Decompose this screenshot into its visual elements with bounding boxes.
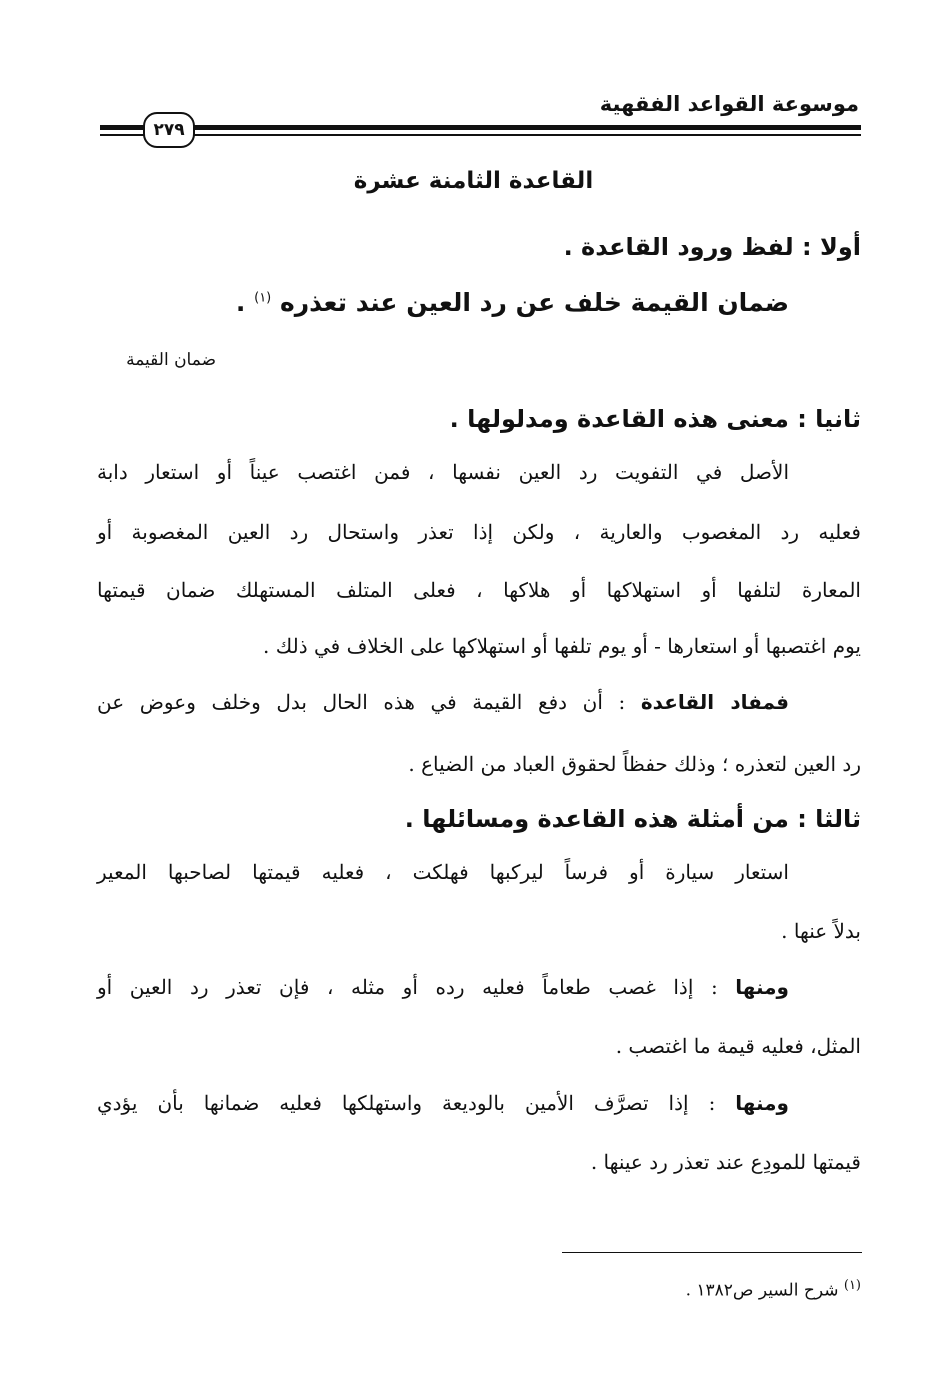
paragraph-line: رد العين لتعذره ؛ وذلك حفظاً لحقوق العباد من الضياع . — [408, 752, 861, 776]
paragraph-line: المثل، فعليه قيمة ما اغتصب . — [615, 1034, 861, 1058]
page-number: ٢٧٩ — [143, 112, 195, 148]
rule-text — [236, 288, 789, 317]
footnote — [686, 1278, 861, 1301]
running-title: موسوعة القواعد الفقهية — [599, 92, 859, 116]
footnote-rule — [562, 1252, 862, 1253]
paragraph-lead: فمفاد القاعدة — [640, 690, 789, 714]
rule-text-body: ضمان القيمة خلف عن رد العين عند تعذره — [279, 288, 789, 317]
paragraph-text: : أن دفع القيمة في هذه الحال بدل وخلف وعوض عن — [97, 690, 641, 714]
paragraph-text: : إذا غصب طعاماً فعليه رده أو مثله ، فإن تعذر رد العين أو — [97, 975, 736, 999]
section2-heading: ثانيا : معنى هذه القاعدة ومدلولها . — [449, 405, 861, 433]
paragraph-text: : إذا تصرَّف الأمين بالوديعة واستهلكها فعليه ضمانها بأن يؤدي — [97, 1091, 736, 1115]
paragraph-line — [97, 1093, 789, 1113]
paragraph-line: قيمتها للمودِع عند تعذر رد عينها . — [590, 1150, 861, 1174]
rule-text-end: . — [235, 288, 255, 317]
paragraph-line: استعار سيارة أو فرساً ليركبها فهلكت ، فعليه قيمتها لصاحبها المعير — [97, 860, 789, 884]
section3-heading: ثالثا : من أمثلة هذه القاعدة ومسائلها . — [404, 805, 861, 833]
header-rule-thin — [100, 134, 861, 136]
footnote-text: شرح السير ص١٣٨٢ . — [685, 1280, 844, 1301]
section1-heading: أولا : لفظ ورود القاعدة . — [563, 233, 861, 261]
paragraph-line — [97, 692, 789, 712]
paragraph-lead: ومنها — [735, 1091, 789, 1115]
paragraph-line — [97, 977, 789, 997]
paragraph-line: الأصل في التفويت رد العين نفسها ، فمن اغتصب عيناً أو استعار دابة — [97, 460, 789, 484]
footnote-reference: (١) — [254, 290, 272, 306]
rule-heading: القاعدة الثامنة عشرة — [353, 168, 594, 194]
paragraph-line: بدلاً عنها . — [781, 919, 861, 943]
paragraph-line: يوم اغتصبها أو استعارها - أو يوم تلفها أو استهلاكها على الخلاف في ذلك . — [263, 634, 861, 658]
paragraph-lead: ومنها — [735, 975, 789, 999]
header-rule-thick — [100, 125, 861, 130]
footnote-marker: (١) — [843, 1278, 861, 1293]
paragraph-line: المعارة لتلفها أو استهلاكها أو هلاكها ، فعلى المتلف المستهلك ضمان قيمتها — [97, 578, 861, 602]
paragraph-line: فعليه رد المغصوب والعارية ، ولكن إذا تعذر واستحال رد العين المغصوبة أو — [97, 520, 861, 544]
side-note: ضمان القيمة — [126, 350, 216, 370]
